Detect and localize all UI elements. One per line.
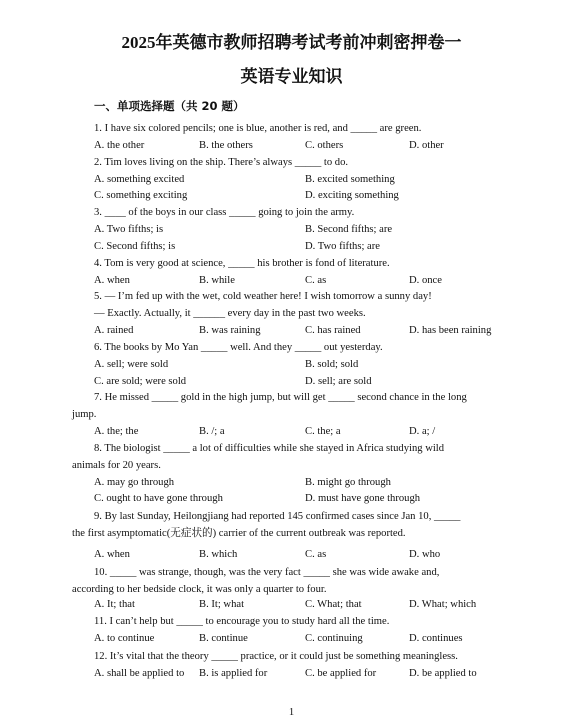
- question-10-option-b: B. It; what: [199, 599, 245, 610]
- question-6-option-c: C. are sold; were sold: [94, 376, 187, 387]
- question-7-option-c: C. the; a: [305, 426, 341, 437]
- question-5-option-c: C. has rained: [305, 325, 361, 336]
- question-5-text: 5. — I’m fed up with the wet, cold weather here! I wish tomorrow a sunny day!: [94, 291, 432, 302]
- question-3-text: 3. ____ of the boys in our class _____ going to join the army.: [94, 207, 355, 218]
- question-10-option-c: C. What; that: [305, 599, 362, 610]
- question-4-option-a: A. when: [94, 275, 130, 286]
- question-9-option-c: C. as: [305, 549, 327, 560]
- question-3-option-c: C. Second fifths; is: [94, 241, 176, 252]
- question-12-text: 12. It’s vital that the theory _____ practice, or it could just be something meaningless.: [94, 651, 458, 662]
- question-10-text-2: according to her bedside clock, it was only a quarter to four.: [72, 584, 327, 595]
- question-4-text: 4. Tom is very good at science, _____ his brother is fond of literature.: [94, 258, 390, 269]
- question-2-option-c: C. something exciting: [94, 190, 188, 201]
- document-title: 2025年英德市教师招聘考试考前冲刺密押卷一: [121, 33, 462, 52]
- question-11-option-d: D. continues: [409, 633, 463, 644]
- section-heading: 一、单项选择题（共 20 题）: [94, 99, 245, 113]
- question-3-option-a: A. Two fifths; is: [94, 224, 164, 235]
- question-7-option-d: D. a; /: [409, 426, 436, 437]
- question-8-text-2: animals for 20 years.: [72, 460, 161, 471]
- question-7-text: 7. He missed _____ gold in the high jump, but will get _____ second chance in the long: [94, 392, 467, 403]
- question-12-option-c: C. be applied for: [305, 668, 377, 679]
- question-3-option-b: B. Second fifths; are: [305, 224, 393, 235]
- question-11-text: 11. I can’t help but _____ to encourage you to study hard all the time.: [94, 616, 390, 627]
- question-4-option-d: D. once: [409, 275, 442, 286]
- question-6-option-a: A. sell; were sold: [94, 359, 169, 370]
- question-1-option-d: D. other: [409, 140, 444, 151]
- question-7-option-b: B. /; a: [199, 426, 225, 437]
- question-1-option-c: C. others: [305, 140, 344, 151]
- question-9-option-b: B. which: [199, 549, 238, 560]
- question-4-option-c: C. as: [305, 275, 327, 286]
- document-subtitle: 英语专业知识: [240, 67, 343, 86]
- question-11-option-a: A. to continue: [94, 633, 155, 644]
- question-5-option-d: D. has been raining: [409, 325, 492, 336]
- question-1-text: 1. I have six colored pencils; one is blue, another is red, and _____ are green.: [94, 123, 422, 134]
- question-2-text: 2. Tim loves living on the ship. There’s always _____ to do.: [94, 157, 349, 168]
- question-9-text: 9. By last Sunday, Heilongjiang had reported 145 confirmed cases since Jan 10, _____: [94, 511, 461, 522]
- question-9-text-2: the first asymptomatic(无症状的) carrier of the current outbreak was reported.: [72, 528, 406, 539]
- question-10-option-a: A. It; that: [94, 599, 135, 610]
- question-6-option-d: D. sell; are sold: [305, 376, 372, 387]
- question-6-text: 6. The books by Mo Yan _____ well. And they _____ out yesterday.: [94, 342, 383, 353]
- question-5-option-a: A. rained: [94, 325, 134, 336]
- question-4-option-b: B. while: [199, 275, 235, 286]
- question-2-option-b: B. excited something: [305, 174, 395, 185]
- question-8-text: 8. The biologist _____ a lot of difficulties while she stayed in Africa studying wild: [94, 443, 445, 454]
- question-7-option-a: A. the; the: [94, 426, 139, 437]
- question-11-option-c: C. continuing: [305, 633, 363, 644]
- question-2-option-a: A. something excited: [94, 174, 185, 185]
- question-8-option-a: A. may go through: [94, 477, 175, 488]
- question-10-text: 10. _____ was strange, though, was the very fact _____ she was wide awake and,: [94, 567, 440, 578]
- question-10-option-d: D. What; which: [409, 599, 477, 610]
- question-6-option-b: B. sold; sold: [305, 359, 359, 370]
- page-number: 1: [288, 707, 295, 718]
- question-8-option-b: B. might go through: [305, 477, 391, 488]
- question-2-option-d: D. exciting something: [305, 190, 399, 201]
- question-7-text-2: jump.: [72, 409, 97, 420]
- question-12-option-d: D. be applied to: [409, 668, 477, 679]
- question-9-option-d: D. who: [409, 549, 441, 560]
- question-8-option-d: D. must have gone through: [305, 493, 421, 504]
- question-12-option-b: B. is applied for: [199, 668, 268, 679]
- question-1-option-b: B. the others: [199, 140, 253, 151]
- question-9-option-a: A. when: [94, 549, 130, 560]
- question-5-option-b: B. was raining: [199, 325, 261, 336]
- question-3-option-d: D. Two fifths; are: [305, 241, 380, 252]
- question-12-option-a: A. shall be applied to: [94, 668, 185, 679]
- question-11-option-b: B. continue: [199, 633, 248, 644]
- question-8-option-c: C. ought to have gone through: [94, 493, 223, 504]
- question-1-option-a: A. the other: [94, 140, 145, 151]
- question-5-text-2: — Exactly. Actually, it ______ every day in the past two weeks.: [94, 308, 366, 319]
